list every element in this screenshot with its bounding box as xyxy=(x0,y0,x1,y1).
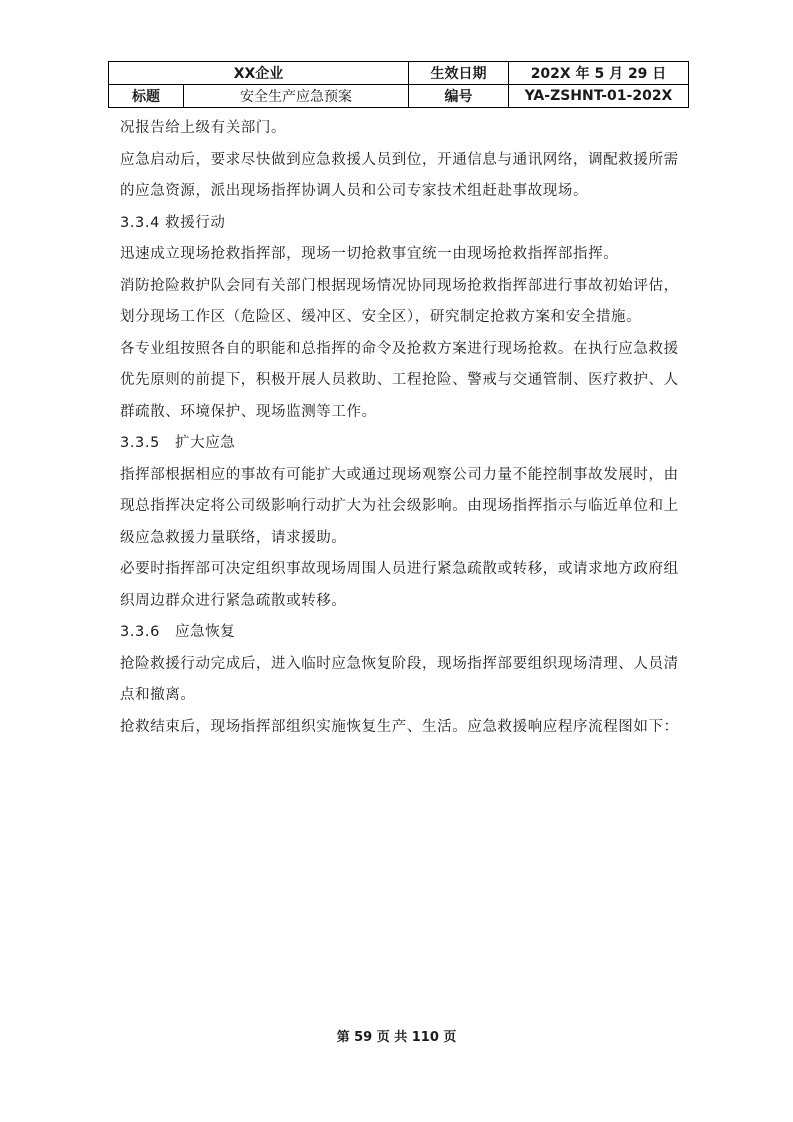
paragraph: 应急启动后，要求尽快做到应急救援人员到位，开通信息与通讯网络，调配救援所需的应急资源，派出现场指挥协调人员和公司专家技术组赶赴事故现场。 xyxy=(120,151,679,199)
page-number: 第 59 页 共 110 页 xyxy=(336,1030,457,1045)
paragraph: 指挥部根据相应的事故有可能扩大或通过现场观察公司力量不能控制事故发展时，由现总指挥决定将公司级影响行动扩大为社会级影响。由现场指挥指示与临近单位和上级应急救援力量联络，请求援助。 xyxy=(120,466,679,546)
paragraph: 抢救结束后，现场指挥部组织实施恢复生产、生活。应急救援响应程序流程图如下： xyxy=(120,718,679,735)
section-heading: 3.3.4 救援行动 xyxy=(120,214,226,231)
section-heading: 3.3.6 应急恢复 xyxy=(120,624,236,640)
paragraph: 消防抢险救护队会同有关部门根据现场情况协同现场抢救指挥部进行事故初始评估，划分现场工作区（危险区、缓冲区、安全区），研究制定抢救方案和安全措施。 xyxy=(120,277,679,325)
number-label: 编号 xyxy=(409,85,509,108)
effective-date-value: 202X 年 5 月 29 日 xyxy=(509,62,689,85)
paragraph: 抢险救援行动完成后，进入临时应急恢复阶段，现场指挥部要组织现场清理、人员清点和撤离。 xyxy=(120,655,679,703)
company-name: XX企业 xyxy=(109,62,409,85)
paragraph: 况报告给上级有关部门。 xyxy=(120,120,287,136)
document-header-table xyxy=(108,61,689,108)
title-label: 标题 xyxy=(109,85,184,108)
effective-date-label: 生效日期 xyxy=(409,62,509,85)
document-number: YA-ZSHNT-01-202X xyxy=(509,85,689,108)
document-body xyxy=(120,113,690,743)
paragraph: 迅速成立现场抢救指挥部，现场一切抢救事宜统一由现场抢救指挥部指挥。 xyxy=(120,246,619,262)
header-row-1 xyxy=(109,62,689,85)
paragraph: 必要时指挥部可决定组织事故现场周围人员进行紧急疏散或转移，或请求地方政府组织周边群众进行紧急疏散或转移。 xyxy=(120,561,679,609)
section-heading: 3.3.5 扩大应急 xyxy=(120,435,236,451)
paragraph: 各专业组按照各自的职能和总指挥的命令及抢救方案进行现场抢救。在执行应急救援优先原则的前提下，积极开展人员救助、工程抢险、警戒与交通管制、医疗救护、人群疏散、环境保护、现场监测等工作。 xyxy=(120,340,679,420)
document-title: 安全生产应急预案 xyxy=(184,85,409,108)
header-row-2 xyxy=(109,85,689,108)
